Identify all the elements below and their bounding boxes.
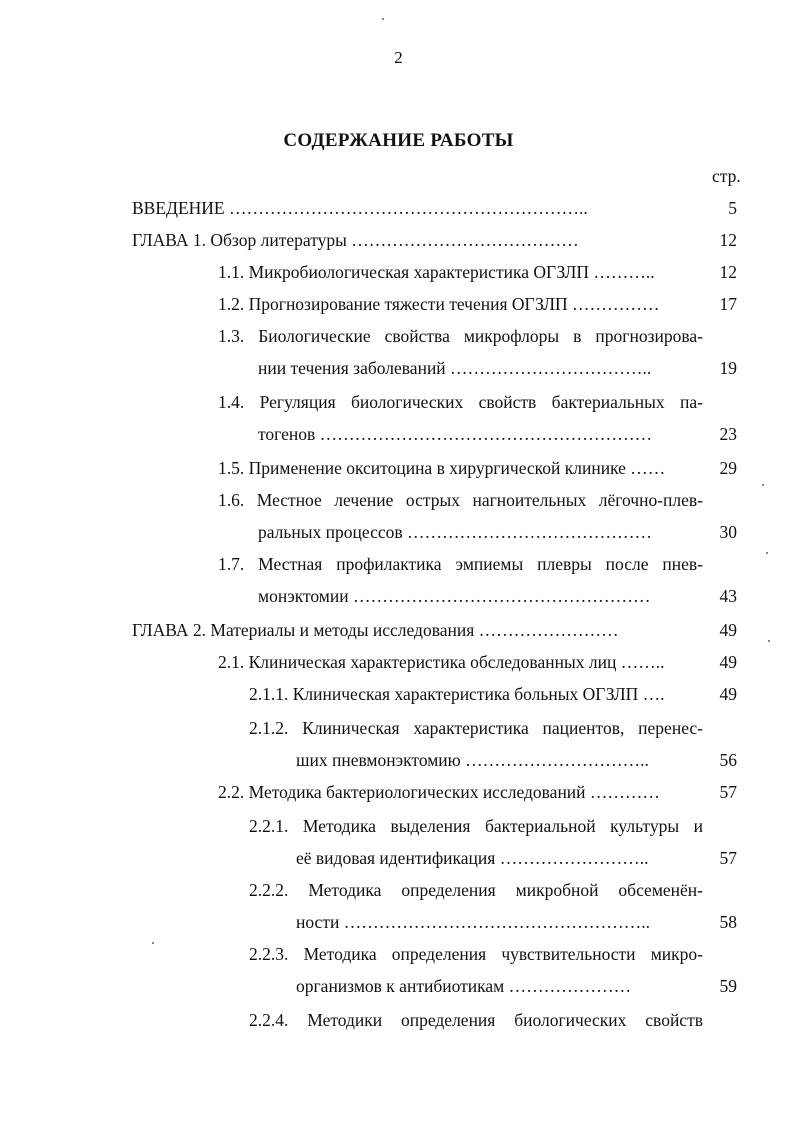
- toc-entry-title: 2.2.3. Методика определения чувствительности микро-: [249, 944, 703, 964]
- toc-entry-title: 2.2.1. Методика выделения бактериальной культуры и: [249, 816, 703, 836]
- scan-speck: [768, 640, 770, 642]
- toc-entry-page: 29: [719, 458, 737, 478]
- toc-entry-page: 57: [719, 848, 737, 868]
- toc-entry-page: 17: [719, 294, 737, 314]
- pages-column-header: стр.: [712, 166, 741, 186]
- toc-entry-title: 2.2. Методика бактериологических исследований …………: [218, 782, 660, 802]
- toc-entry-title: нии течения заболеваний ……………………………..: [258, 358, 652, 378]
- toc-entry-title: тогенов …………………………………………………: [258, 424, 653, 444]
- toc-entry-title: 1.2. Прогнозирование тяжести течения ОГЗЛП ……………: [218, 294, 660, 314]
- toc-entry-page: 43: [719, 586, 737, 606]
- scan-speck: [152, 942, 154, 944]
- toc-entry-title: 2.1.1. Клиническая характеристика больных ОГЗЛП ….: [249, 684, 665, 704]
- toc-entry-title: 1.5. Применение окситоцина в хирургической клинике ……: [218, 458, 666, 478]
- toc-entry-page: 56: [719, 750, 737, 770]
- toc-entry-title: 1.6. Местное лечение острых нагноительных лёгочно-плев-: [218, 490, 703, 510]
- page-title: СОДЕРЖАНИЕ РАБОТЫ: [283, 130, 514, 151]
- toc-entry-page: 58: [719, 912, 737, 932]
- toc-entry-title: ральных процессов ……………………………………: [258, 522, 652, 542]
- toc-entry-title: 2.2.2. Методика определения микробной обсеменён-: [249, 880, 703, 900]
- toc-entry-page: 49: [719, 652, 737, 672]
- scan-speck: [766, 552, 768, 554]
- toc-entry-page: 12: [719, 262, 737, 282]
- toc-entry-page: 5: [728, 198, 737, 218]
- toc-entry-page: 57: [719, 782, 737, 802]
- toc-entry-title: 2.1.2. Клиническая характеристика пациентов, перенес-: [249, 718, 703, 738]
- toc-entry-title: 1.1. Микробиологическая характеристика ОГЗЛП ………..: [218, 262, 655, 282]
- toc-entry-title: её видовая идентификация ……………………..: [296, 848, 649, 868]
- toc-entry-page: 49: [719, 620, 737, 640]
- toc-entry-title: ГЛАВА 1. Обзор литературы …………………………………: [132, 230, 579, 250]
- toc-entry-page: 59: [719, 976, 737, 996]
- toc-entry-title: организмов к антибиотикам …………………: [296, 976, 632, 996]
- toc-entry-title: 1.4. Регуляция биологических свойств бактериальных па-: [218, 392, 703, 412]
- toc-entry-title: ВВЕДЕНИЕ ……………………………………………………..: [132, 198, 588, 218]
- toc-entry-page: 23: [719, 424, 737, 444]
- toc-entry-title: 1.3. Биологические свойства микрофлоры в прогнозирова-: [218, 326, 703, 346]
- scan-speck: [382, 18, 384, 20]
- toc-entry-page: 30: [719, 522, 737, 542]
- toc-entry-title: ших пневмонэктомию …………………………..: [296, 750, 649, 770]
- toc-entry-title: 2.1. Клиническая характеристика обследованных лиц ……..: [218, 652, 665, 672]
- toc-entry-page: 12: [719, 230, 737, 250]
- toc-entry-page: 19: [719, 358, 737, 378]
- scan-speck: [762, 484, 764, 486]
- toc-entry-page: 49: [719, 684, 737, 704]
- toc-entry-title: 1.7. Местная профилактика эмпиемы плевры после пнев-: [218, 554, 703, 574]
- page-number: 2: [394, 48, 403, 67]
- toc-entry-title: 2.2.4. Методики определения биологических свойств: [249, 1010, 703, 1030]
- toc-entry-title: ности ……………………………………………..: [296, 912, 650, 932]
- toc-entry-title: ГЛАВА 2. Материалы и методы исследования ……………………: [132, 620, 619, 640]
- toc-entry-title: монэктомии ……………………………………………: [258, 586, 651, 606]
